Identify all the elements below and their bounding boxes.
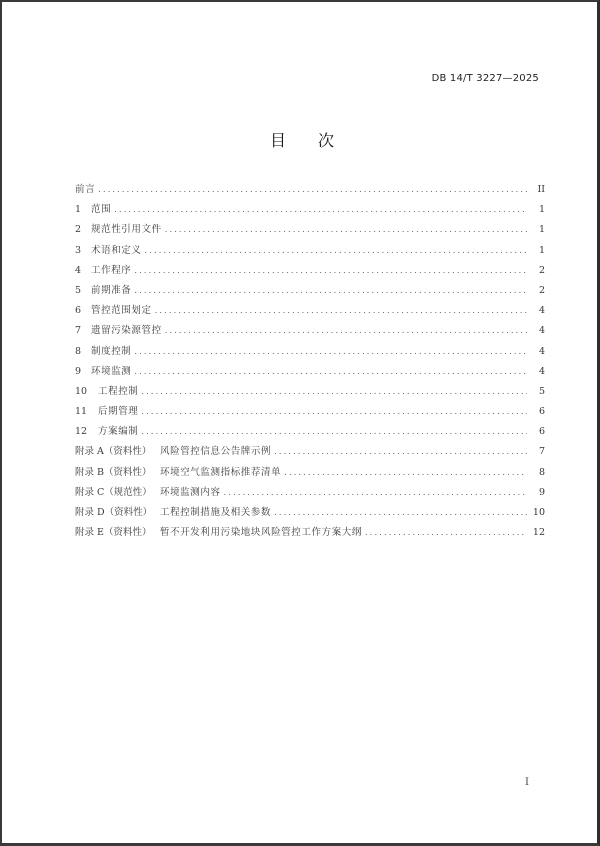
toc-entry-number: 8 <box>75 345 82 357</box>
dot-leader <box>274 508 527 517</box>
toc-entry-page: 4 <box>538 365 545 377</box>
toc-title-char-1: 目 <box>269 131 286 150</box>
toc-entry-1[interactable] <box>75 201 545 221</box>
toc-entry-5[interactable] <box>75 282 545 302</box>
appendix-prefix: 附录 C（规范性） <box>75 486 152 498</box>
toc-entry-11[interactable] <box>75 403 545 423</box>
appendix-page: 7 <box>538 446 545 458</box>
dot-leader <box>145 246 527 255</box>
toc-entry-label: 环境监测 <box>91 365 132 377</box>
dot-leader <box>155 306 527 315</box>
appendix-label: 工程控制措施及相关参数 <box>160 507 272 518</box>
toc-entry-page: 4 <box>538 325 545 337</box>
toc-entry-label: 方案编制 <box>98 426 139 438</box>
appendix-page: 8 <box>538 466 545 478</box>
toc-entry-number: 10 <box>75 385 88 397</box>
toc-entry-number: 12 <box>75 426 88 438</box>
toc-entry-label: 范围 <box>91 204 112 216</box>
toc-entry-page: 1 <box>538 224 545 236</box>
dot-leader <box>165 326 527 335</box>
dot-leader <box>274 447 527 456</box>
toc-entry-4[interactable] <box>75 262 545 282</box>
toc-entry-number: 5 <box>75 284 82 296</box>
toc-title-char-2: 次 <box>318 131 335 150</box>
toc-entry-label: 制度控制 <box>91 345 132 357</box>
toc-entry-2[interactable] <box>75 221 545 241</box>
toc-entry-page: II <box>537 184 545 195</box>
dot-leader <box>134 286 527 295</box>
dot-leader <box>134 347 527 356</box>
toc-entry-number: 9 <box>75 365 82 377</box>
toc-entry-page: 1 <box>538 244 545 256</box>
dot-leader <box>134 266 527 275</box>
toc-entry-7[interactable] <box>75 322 545 342</box>
appendix-page: 9 <box>538 486 545 498</box>
toc-entry-8[interactable] <box>75 343 545 363</box>
toc-entry-10[interactable] <box>75 383 545 403</box>
toc-entry-label: 管控范围划定 <box>91 305 152 317</box>
appendix-prefix: 附录 E（资料性） <box>75 527 152 539</box>
toc-entry-label: 规范性引用文件 <box>91 224 162 236</box>
dot-leader <box>224 488 527 497</box>
appendix-prefix: 附录 A（资料性） <box>75 446 152 458</box>
toc-entry-page: 1 <box>538 204 545 216</box>
page-number: I <box>525 777 529 788</box>
toc-entry-6[interactable] <box>75 302 545 322</box>
toc-entry-12[interactable] <box>75 423 545 443</box>
appendix-page: 10 <box>532 507 545 518</box>
dot-leader <box>284 468 527 477</box>
toc-appendix-d[interactable] <box>75 504 545 524</box>
dot-leader <box>114 205 527 214</box>
toc-entry-page: 4 <box>538 305 545 317</box>
toc-entry-label: 遗留污染源管控 <box>91 325 162 337</box>
dot-leader <box>165 225 527 234</box>
toc-entry-number: 1 <box>75 204 82 216</box>
dot-leader <box>365 528 527 537</box>
toc-entry-page: 6 <box>538 406 545 418</box>
toc-entry-foreword[interactable] <box>75 181 545 201</box>
toc-entry-number: 4 <box>75 264 82 276</box>
toc-entry-label: 工程控制 <box>98 385 139 397</box>
appendix-prefix: 附录 D（资料性） <box>75 507 153 518</box>
toc-appendix-e[interactable] <box>75 524 545 544</box>
toc-entry-3[interactable] <box>75 242 545 262</box>
dot-leader <box>141 407 527 416</box>
appendix-label: 风险管控信息公告牌示例 <box>160 446 272 458</box>
toc-appendix-b[interactable] <box>75 464 545 484</box>
toc-appendix-c[interactable] <box>75 484 545 504</box>
toc-entry-number: 6 <box>75 305 82 317</box>
toc-entry-label: 后期管理 <box>98 406 139 418</box>
appendix-prefix: 附录 B（资料性） <box>75 466 152 478</box>
toc-entry-page: 6 <box>538 426 545 438</box>
standard-code: DB 14/T 3227—2025 <box>431 73 539 84</box>
table-of-contents <box>75 181 545 544</box>
dot-leader <box>141 387 527 396</box>
appendix-label: 环境监测内容 <box>160 486 221 498</box>
toc-entry-page: 2 <box>538 264 545 276</box>
toc-entry-page: 5 <box>538 385 545 397</box>
toc-entry-label: 术语和定义 <box>91 244 142 256</box>
toc-entry-label: 前期准备 <box>91 284 132 296</box>
dot-leader <box>134 367 527 376</box>
toc-entry-number: 3 <box>75 244 82 256</box>
toc-title <box>2 128 600 151</box>
toc-entry-number: 11 <box>75 406 88 418</box>
toc-appendix-a[interactable] <box>75 443 545 463</box>
toc-entry-9[interactable] <box>75 363 545 383</box>
toc-entry-page: 4 <box>538 345 545 357</box>
appendix-page: 12 <box>532 527 545 539</box>
appendix-label: 暂不开发利用污染地块风险管控工作方案大纲 <box>160 527 363 539</box>
toc-entry-label: 前言 <box>75 184 96 195</box>
dot-leader <box>141 427 527 436</box>
toc-entry-number: 7 <box>75 325 82 337</box>
toc-entry-label: 工作程序 <box>91 264 132 276</box>
dot-leader <box>98 185 527 194</box>
appendix-label: 环境空气监测指标推荐清单 <box>160 466 282 478</box>
toc-entry-page: 2 <box>538 284 545 296</box>
toc-entry-number: 2 <box>75 224 82 236</box>
